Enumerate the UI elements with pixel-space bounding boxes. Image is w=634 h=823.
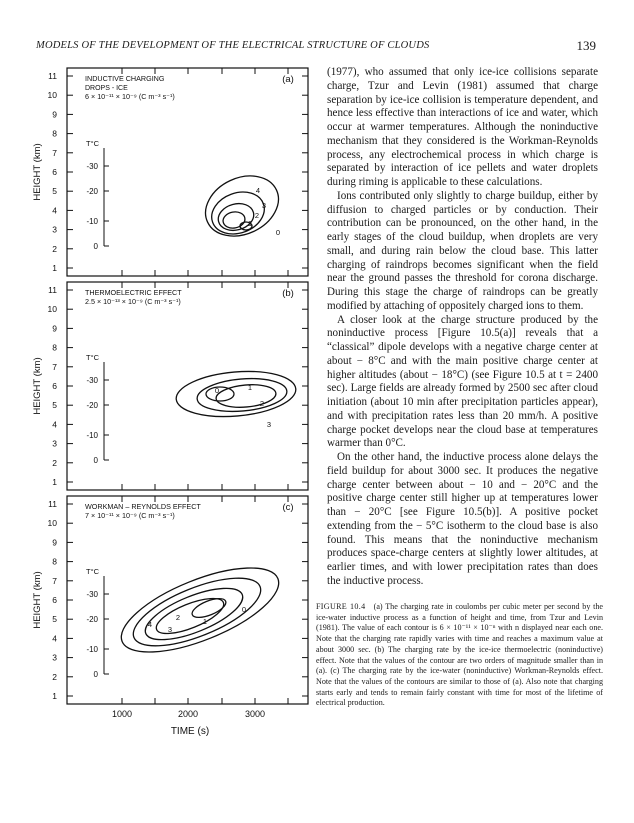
x-tick-1000: 1000: [111, 709, 133, 719]
panel-tag: (b): [282, 288, 294, 299]
y-tick-7: 7: [52, 575, 57, 586]
y-tick-11: 11: [48, 71, 57, 81]
x-tick-2000: 2000: [177, 709, 199, 719]
panel-title: THERMOELECTRIC EFFECT: [85, 288, 182, 297]
contour-label: 3: [167, 625, 173, 634]
y-tick-9: 9: [52, 109, 57, 120]
y-axis-label: HEIGHT (km): [32, 143, 43, 201]
y-tick-1: 1: [52, 477, 57, 487]
y-axis-label: HEIGHT (km): [32, 357, 43, 415]
temp-scale-label: T°C: [86, 139, 99, 148]
temp-scale-label: T°C: [86, 353, 99, 362]
contour-label: 4: [147, 620, 153, 629]
y-tick-8: 8: [52, 556, 57, 567]
y-tick-9: 9: [52, 537, 57, 548]
y-tick-2: 2: [52, 243, 57, 254]
contour-label: 3: [266, 420, 272, 429]
y-tick-7: 7: [52, 147, 57, 158]
contour-label: 1: [202, 617, 208, 626]
x-tick-3000: 3000: [244, 709, 266, 719]
contour-label: 3: [261, 201, 267, 210]
contour-label: 1: [247, 383, 253, 392]
contour-line: [206, 387, 234, 401]
temp-tick: -10: [86, 645, 98, 654]
temp-tick: -20: [86, 187, 98, 196]
contour-label: 1: [247, 219, 253, 228]
temp-tick: 0: [93, 670, 98, 679]
page-number: 139: [576, 38, 596, 53]
contour-line: [196, 165, 289, 248]
y-tick-10: 10: [47, 304, 57, 315]
y-tick-11: 11: [48, 285, 57, 295]
y-tick-1: 1: [52, 691, 57, 701]
temp-tick: -30: [86, 162, 98, 171]
temp-tick: -20: [86, 401, 98, 410]
y-tick-9: 9: [52, 323, 57, 334]
panel-title: INDUCTIVE CHARGING: [85, 74, 165, 83]
temp-tick: -30: [86, 376, 98, 385]
x-axis-label: TIME (s): [170, 726, 210, 737]
y-axis-label: HEIGHT (km): [32, 571, 43, 629]
paragraph-3: A closer look at the charge structure produced by the noninductive process [Figure 10.5(a)] reveals that a “classical” dipole develops with a negative charge center at about − 8°C and with the main positive charge center at higher altitudes (about − 18°C) (see Figure 10.5 at t = 2400 sec). Large fields are already formed by 2500 sec after cloud initiation (about 10 min after precipitation particles appear), and with precipitation rates less than 20 mm/h. A positive charge pocket develops near the cloud base at temperatures warmer than 0°C.: [327, 313, 598, 450]
y-tick-3: 3: [52, 438, 57, 449]
panel-subtitle: DROPS - ICE: [85, 85, 128, 92]
contour-label: 2: [259, 399, 265, 408]
panel-units: 7 × 10⁻¹¹ × 10⁻⁹ (C m⁻³ s⁻¹): [85, 511, 175, 520]
paragraph-1: (1977), who assumed that only ice-ice collisions separate charge, Tzur and Levin (1981) assumed that charge separation by ice-ice collision is temperature dependent, and hence less effective than interactions of ice and water, which occur at warmer temperatures. Although the noninductive mechanism that they considered is the Workman-Reynolds process, any electrochemical process in which charge is separated by interaction of ice pellets and water droplets during riming is applicable to these calculations.: [327, 66, 598, 188]
contour-line: [196, 375, 288, 415]
running-title: MODELS OF THE DEVELOPMENT OF THE ELECTRICAL STRUCTURE OF CLOUDS: [36, 40, 430, 51]
figure-panel-a: [32, 68, 308, 276]
y-tick-8: 8: [52, 342, 57, 353]
figure-caption: [316, 602, 603, 709]
contour-label: 2: [254, 211, 260, 220]
y-tick-4: 4: [52, 419, 57, 430]
y-tick-4: 4: [52, 633, 57, 644]
y-tick-5: 5: [52, 400, 57, 411]
figure-panel-c: [32, 496, 308, 704]
y-tick-4: 4: [52, 205, 57, 216]
y-tick-6: 6: [52, 381, 57, 391]
contour-line: [174, 367, 297, 421]
y-tick-6: 6: [52, 167, 57, 177]
panel-tag: (c): [282, 502, 294, 513]
temp-tick: -10: [86, 217, 98, 226]
y-tick-1: 1: [52, 263, 57, 273]
contour-line: [206, 185, 270, 241]
contour-label: 0: [214, 386, 220, 395]
caption-text: (a) The charging rate in coulombs per cubic meter per second by the ice-water inductive process as a function of height and time, from Tzur and Levin (1981). The value of each contour is 6 × 10⁻¹¹ × 10⁻ⁿ with n displayed near each one. Note that the charging rate rapidly varies with time and reaches a maximum value at about 3000 sec. (b) The charging rate by the ice-ice thermoelectric (noninductive) effect. Note that the values of the contour are two orders of magnitude smaller than in (a). (c) The charging rate by the ice-water (noninductive) Workman-Reynolds effect. Note that the values of the contours are similar to those of (a). Also note that charging starts early and tends to remain fairly constant with time for most of the lifetime of electrical production.: [316, 602, 603, 708]
contour-label: 2: [175, 613, 181, 622]
temp-tick: -30: [86, 590, 98, 599]
contour-line: [215, 382, 277, 409]
contour-line: [111, 551, 289, 670]
contour-label: 0: [275, 228, 281, 237]
paragraph-4: On the other hand, the inductive process alone delays the field buildup for about 3000 sec. It produces the negative charge center between about − 10 and − 20°C and the positive charge center still higher up at temperatures lower than − 20°C [see Figure 10.5(b)]. A positive pocket extending from the − 5°C isotherm to the cloud base is also found. This means that the noninductive mechanism produces space-charge centers at slightly lower altitudes, at earlier times, and with lower precipitation rates than does the inductive process.: [327, 451, 598, 587]
contour-line: [222, 210, 246, 230]
y-tick-11: 11: [48, 499, 57, 509]
page-header: [36, 40, 596, 56]
y-tick-2: 2: [52, 671, 57, 682]
contour-label: 4: [255, 186, 261, 195]
y-tick-8: 8: [52, 128, 57, 139]
temp-tick: 0: [93, 242, 98, 251]
y-tick-10: 10: [47, 90, 57, 101]
panel-title: WORKMAN – REYNOLDS EFFECT: [85, 502, 201, 511]
y-tick-7: 7: [52, 361, 57, 372]
y-tick-3: 3: [52, 652, 57, 663]
temp-tick: -20: [86, 615, 98, 624]
y-tick-3: 3: [52, 224, 57, 235]
y-tick-10: 10: [47, 518, 57, 529]
paragraph-2: Ions contributed only slightly to charge buildup, either by diffusion to charged particles or by conduction. Their contribution can be pronounced, on the other hand, in the early stages of the cloud buildup, when droplets are very small, and during rain below the cloud base. This latter charging of raindrops becomes significant when the field near the ground passes the threshold for corona discharge. During this stage the charge of raindrops can be greatly modified by attaching of oppositely charged ions to them.: [327, 189, 598, 312]
y-tick-2: 2: [52, 457, 57, 468]
temp-tick: 0: [93, 456, 98, 465]
y-tick-5: 5: [52, 614, 57, 625]
y-tick-6: 6: [52, 595, 57, 605]
caption-label: FIGURE 10.4: [316, 602, 366, 611]
body-text: [327, 66, 598, 589]
temp-tick: -10: [86, 431, 98, 440]
contour-label: 0: [241, 605, 247, 614]
panel-units: 2.5 × 10⁻¹³ × 10⁻⁹ (C m⁻³ s⁻¹): [85, 297, 181, 306]
figure-svg: [24, 60, 324, 740]
y-tick-5: 5: [52, 186, 57, 197]
figure-panel-b: [32, 282, 308, 490]
figure-10-4: [24, 60, 324, 740]
temp-scale-label: T°C: [86, 567, 99, 576]
panel-units: 6 × 10⁻¹¹ × 10⁻⁹ (C m⁻³ s⁻¹): [85, 92, 175, 101]
panel-tag: (a): [282, 74, 294, 85]
